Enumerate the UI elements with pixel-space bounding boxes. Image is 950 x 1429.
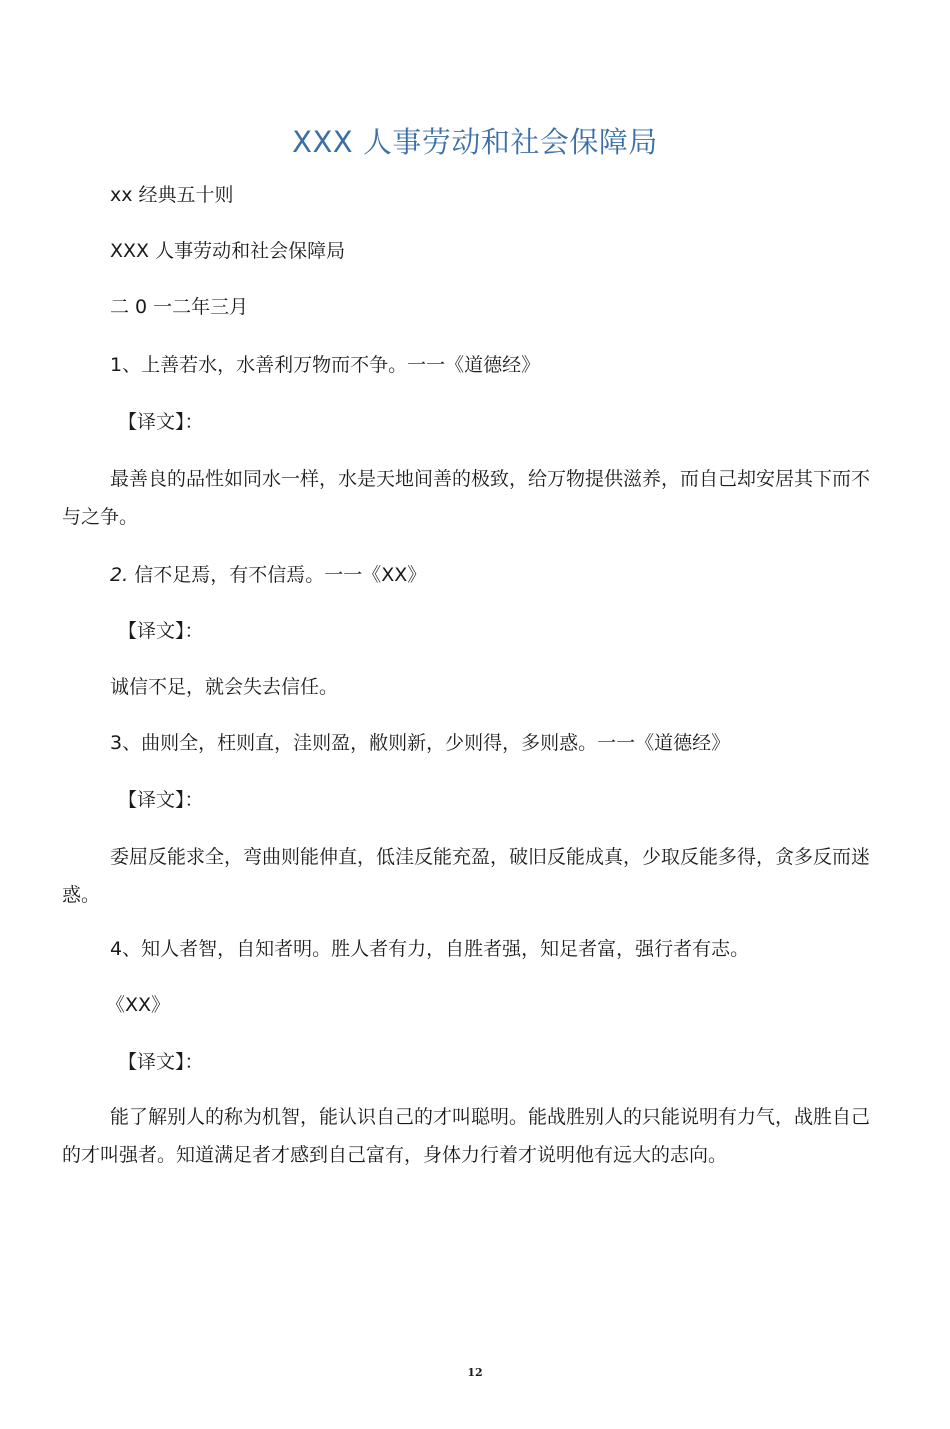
translation-1: 最善良的品性如同水一样，水是天地间善的极致，给万物提供滋养，而自己却安居其下而不与之争。 [62, 468, 871, 528]
page-number: 12 [467, 1366, 483, 1379]
translation-label-2: 【译文】： [118, 620, 204, 642]
quote-4: 4、知人者智，自知者明。胜人者有力，自胜者强，知足者富，强行者有志。 [110, 938, 750, 960]
subtitle: xx 经典五十则 [110, 184, 234, 206]
date-line: 二 0 一二年三月 [110, 296, 249, 318]
translation-4: 能了解别人的称为机智，能认识自己的才叫聪明。能战胜别人的只能说明有力气，战胜自己的才叫强者。知道满足者才感到自己富有，身体力行着才说明他有远大的志向。 [62, 1106, 871, 1166]
quote-4-source: 《XX》 [106, 994, 171, 1016]
organization-line: XXX 人事劳动和社会保障局 [110, 240, 346, 262]
quote-2-text: 信不足焉，有不信焉。一一《XX》 [134, 564, 427, 586]
quote-1: 1、上善若水，水善利万物而不争。一一《道德经》 [110, 354, 541, 376]
quote-3: 3、曲则全，枉则直，洼则盈，敝则新，少则得，多则惑。一一《道德经》 [110, 732, 731, 754]
translation-3: 委屈反能求全，弯曲则能伸直，低洼反能充盈，破旧反能成真，少取反能多得，贪多反而迷惑。 [62, 846, 871, 906]
translation-label-4: 【译文】： [118, 1051, 204, 1073]
translation-2: 诚信不足，就会失去信任。 [110, 676, 339, 698]
translation-label-3: 【译文】： [118, 789, 204, 811]
quote-2-number: 2. [110, 564, 129, 586]
translation-label-1: 【译文】： [118, 411, 204, 433]
quote-2 [110, 556, 426, 594]
page-title: XXX 人事劳动和社会保障局 [292, 125, 658, 159]
